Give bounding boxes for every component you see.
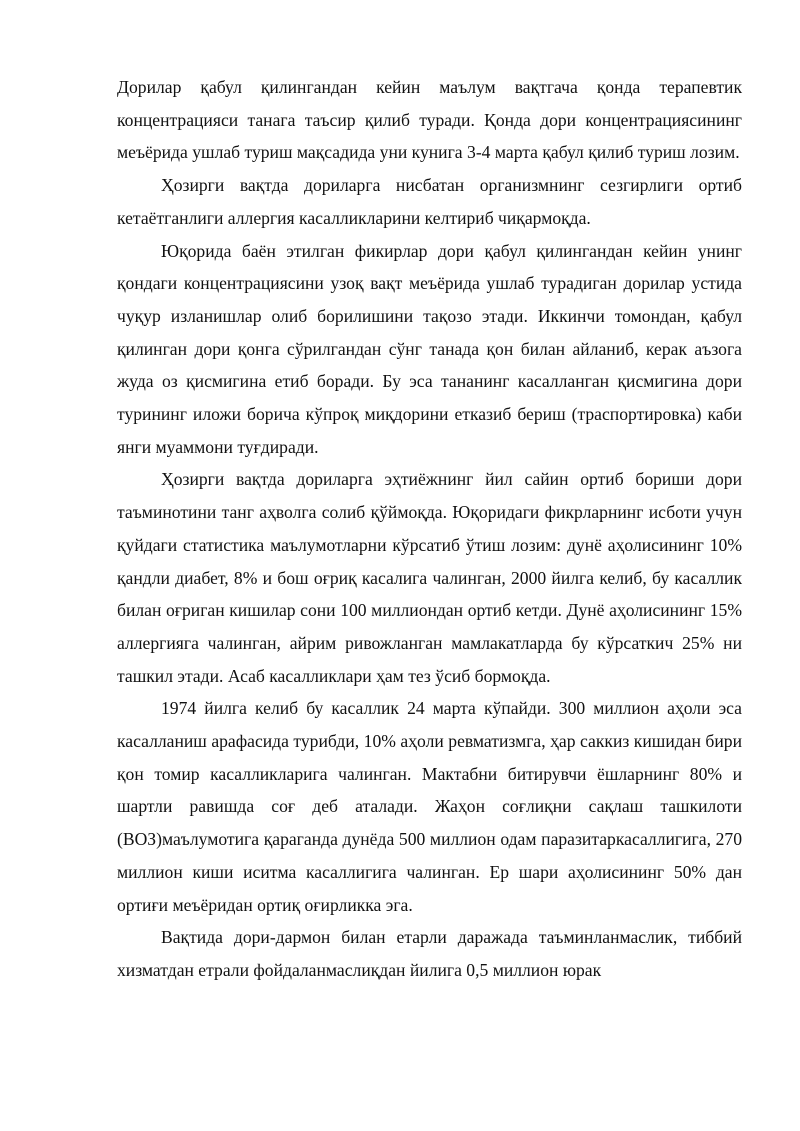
paragraph-5: 1974 йилга келиб бу касаллик 24 марта кўпайди. 300 миллион аҳоли эса касалланиш арафасида турибди, 10% аҳоли ревматизмга, ҳар саккиз кишидан бири қон томир касалликларига чалинган. Мактабни битирувчи ёшларнинг 80% и шартли равишда соғ деб аталади. Жаҳон соғлиқни сақлаш ташкилоти (ВОЗ)маълумотига қараганда дунёда 500 миллион одам паразитаркасаллигига, 270 миллион киши иситма касаллигига чалинган. Ер шари аҳолисининг 50% дан ортиғи меъёридан ортиқ оғирликка эга.: [117, 698, 742, 915]
paragraph-3: Юқорида баён этилган фикирлар дори қабул қилингандан кейин унинг қондаги концентрациясини узоқ вақт меъёрида ушлаб турадиган дорилар устида чуқур изланишлар олиб борилишини тақозо этади. Иккинчи томондан, қабул қилинган дори қонга сўрилгандан сўнг танада қон билан айланиб, керак аъзога жуда оз қисмигина етиб боради. Бу эса тананинг касалланган қисмигина дори турининг иложи борича кўпроқ миқдорини етказиб бериш (траспортировка) каби янги муаммони туғдиради.: [117, 240, 742, 457]
paragraph-2: Ҳозирги вақтда дориларга нисбатан организмнинг сезгирлиги ортиб кетаётганлиги аллергия касалликларини келтириб чиқармоқда.: [117, 175, 742, 228]
body-text: [117, 71, 742, 987]
paragraph-1: Дорилар қабул қилингандан кейин маълум вақтгача қонда терапевтик концентрацияси танага таъсир қилиб туради. Қонда дори концентрациясининг меъёрида ушлаб туриш мақсадида уни кунига 3-4 марта қабул қилиб туриш лозим.: [117, 77, 742, 163]
paragraph-6: Вақтида дори-дармон билан етарли даражада таъминланмаслик, тиббий хизматдан етрали фойдаланмаслиқдан йилига 0,5 миллион юрак: [117, 927, 742, 980]
paragraph-4: Ҳозирги вақтда дориларга эҳтиёжнинг йил сайин ортиб бориши дори таъминотини танг аҳволга солиб қўймоқда. Юқоридаги фикрларнинг исботи учун қуйдаги статистика маълумотларни кўрсатиб ўтиш лозим: дунё аҳолисининг 10% қандли диабет, 8% и бош оғриқ касалига чалинган, 2000 йилга келиб, бу касаллик билан оғриган кишилар сони 100 миллиондан ортиб кетди. Дунё аҳолисининг 15% аллергияга чалинган, айрим ривожланган мамлакатларда бу кўрсаткич 25% ни ташкил этади. Асаб касалликлари ҳам тез ўсиб бормоқда.: [117, 469, 742, 686]
